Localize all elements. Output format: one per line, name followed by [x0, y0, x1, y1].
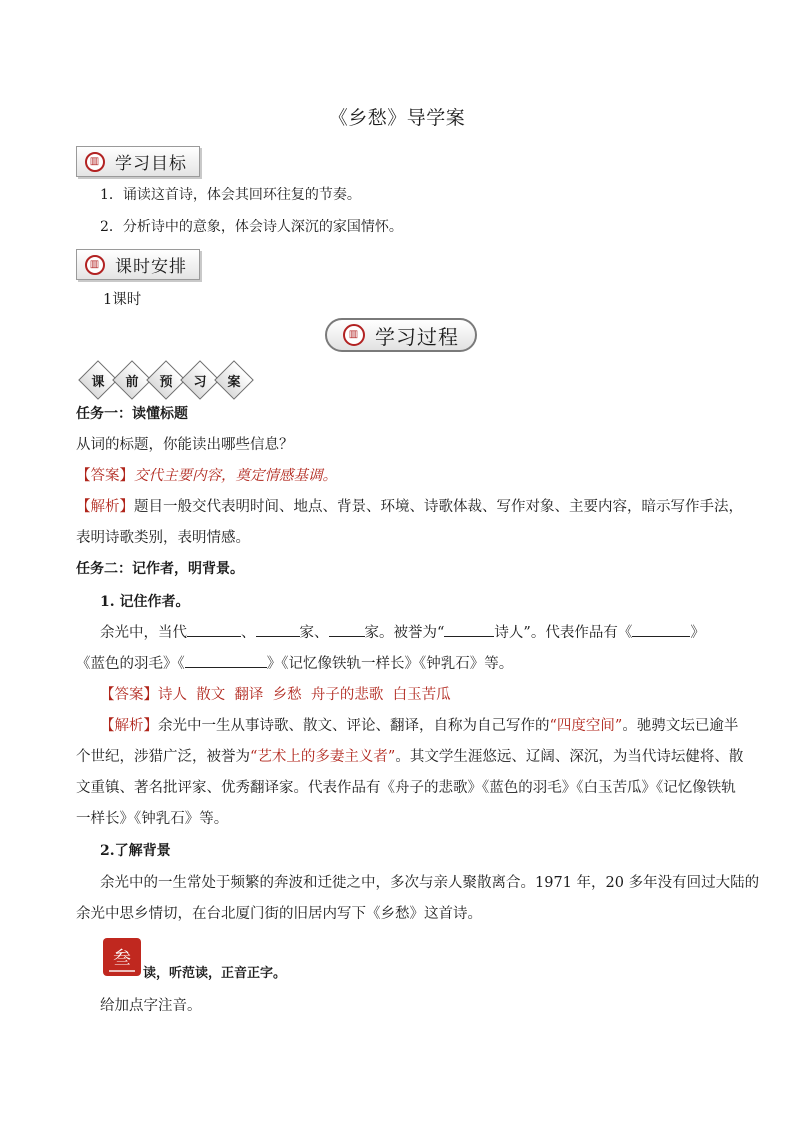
fill-text: 家。被誉为“ — [364, 625, 445, 641]
blank-field[interactable] — [632, 621, 690, 637]
analysis-highlight: “四度空间” — [549, 718, 623, 734]
preview-heading — [78, 362, 258, 398]
analysis-text: 。驰骋文坛已逾半 — [622, 718, 739, 734]
blank-field[interactable] — [329, 621, 365, 637]
section-badge-schedule — [76, 249, 200, 280]
analysis-text: 余光中一生从事诗歌、散文、评论、翻译，自称为自己写作的 — [158, 718, 550, 734]
answer-label: 【答案】 — [76, 468, 134, 484]
analysis-text: 个世纪，涉猎广泛，被誉为 — [76, 749, 250, 765]
blank-field[interactable] — [256, 621, 300, 637]
book-icon: ▥ — [343, 324, 365, 346]
background-text: 余光中思乡情切，在台北厦门街的旧居内写下《乡愁》这首诗。 — [76, 906, 482, 922]
task1-heading: 任务一：读懂标题 — [76, 406, 188, 422]
fill-text: 家、 — [299, 625, 329, 641]
task1-analysis — [76, 492, 743, 523]
page-title: 《乡愁》导学案 — [328, 107, 466, 129]
section-label: 课时安排 — [115, 257, 187, 277]
analysis-text: 。其文学生涯悠远、辽阔、深沉，为当代诗坛健将、散 — [395, 749, 744, 765]
fill-text: 》《记忆像铁轨一样长》《钟乳石》等。 — [266, 656, 514, 672]
fill-text: 《蓝色的羽毛》《 — [76, 656, 185, 672]
diamond-char: 预 — [159, 374, 173, 390]
analysis-label: 【解析】 — [76, 499, 134, 515]
diamond-char: 习 — [193, 374, 207, 390]
task1-analysis-cont: 表明诗歌类别，表明情感。 — [76, 530, 250, 546]
diamond-tile — [214, 360, 254, 400]
task2-sub2: 2.了解背景 — [100, 843, 171, 859]
task2-analysis-line — [100, 711, 738, 742]
diamond-char: 案 — [227, 374, 241, 390]
analysis-label: 【解析】 — [100, 718, 158, 734]
diamond-char: 课 — [91, 374, 105, 390]
fill-text: 》 — [690, 625, 705, 641]
objective-item: 1．诵读这首诗，体会其回环往复的节奏。 — [100, 187, 361, 203]
objective-item: 2．分析诗中的意象，体会诗人深沉的家国情怀。 — [100, 219, 403, 235]
task1-question: 从词的标题，你能读出哪些信息？ — [76, 437, 294, 453]
section-label: 学习过程 — [375, 324, 459, 349]
analysis-highlight: “艺术上的多妻主义者” — [250, 749, 396, 765]
analysis-text: 题目一般交代表明时间、地点、背景、环境、诗歌体裁、写作对象、主要内容，暗示写作手法， — [134, 499, 743, 515]
blank-field[interactable] — [187, 621, 241, 637]
background-text: 余光中的一生常处于频繁的奔波和迁徙之中，多次与亲人聚散离合。1971 年，20 多年没有回过大陆的 — [100, 875, 760, 891]
task2-analysis-line — [76, 742, 743, 773]
task2-heading: 任务二：记作者，明背景。 — [76, 561, 244, 577]
fill-line-1 — [100, 618, 705, 649]
seal-stamp: 叁 — [103, 938, 141, 976]
schedule-text: 1课时 — [103, 292, 142, 308]
section-label: 学习目标 — [115, 154, 187, 174]
blank-field[interactable] — [444, 621, 494, 637]
fill-text: 余光中，当代 — [100, 625, 187, 641]
task2-analysis-line: 一样长》《钟乳石》等。 — [76, 811, 229, 827]
book-icon: ▥ — [85, 152, 105, 172]
task2-analysis-line: 文重镇、著名批评家、优秀翻译家。代表作品有《舟子的悲歌》《蓝色的羽毛》《白玉苦瓜》《记忆像铁轨 — [76, 780, 736, 796]
task1-answer — [76, 461, 337, 492]
fill-text: 、 — [241, 625, 256, 641]
diamond-char: 前 — [125, 374, 139, 390]
task2-answer — [100, 680, 451, 711]
fill-line-2 — [76, 649, 513, 680]
blank-field[interactable] — [185, 652, 267, 668]
section3-instruction: 给加点字注音。 — [100, 998, 202, 1014]
section3-heading: 读，听范读，正音正字。 — [143, 966, 287, 981]
answer-text: 交代主要内容，奠定情感基调。 — [134, 468, 337, 484]
book-icon: ▥ — [85, 255, 105, 275]
fill-text: 诗人”。代表作品有《 — [494, 625, 633, 641]
section-banner-process — [325, 318, 477, 352]
section-badge-objectives — [76, 146, 200, 177]
answer-text: 诗人 散文 翻译 乡愁 舟子的悲歌 白玉苦瓜 — [158, 687, 451, 703]
task2-sub1: 1. 记住作者。 — [100, 594, 190, 610]
answer-label: 【答案】 — [100, 687, 158, 703]
